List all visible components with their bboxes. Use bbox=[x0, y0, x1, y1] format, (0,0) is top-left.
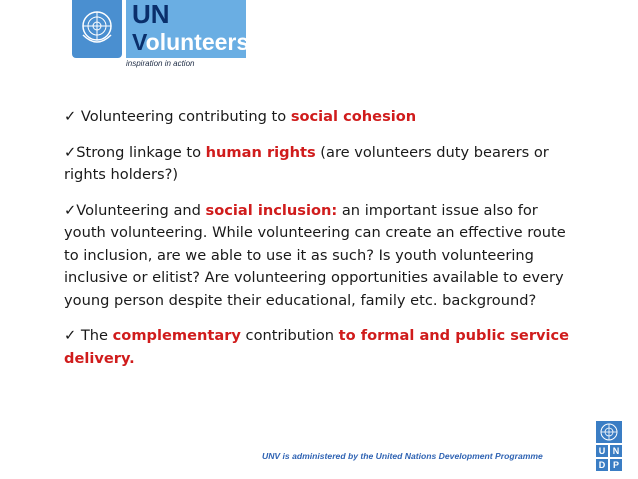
un-emblem-icon bbox=[72, 0, 122, 58]
logo-volunteers-rest: olunteers bbox=[145, 29, 250, 55]
undp-letter: N bbox=[610, 445, 622, 457]
highlight-text: social inclusion: bbox=[205, 201, 338, 219]
slide-content bbox=[64, 106, 584, 370]
undp-letter: P bbox=[610, 459, 622, 471]
bullet-text: (are volunteers duty bearers or rights holders?) bbox=[64, 143, 549, 183]
bullet-human-rights bbox=[64, 142, 584, 187]
logo-volunteers-text bbox=[132, 28, 249, 56]
logo-tagline: inspiration in action bbox=[126, 59, 195, 68]
footer-text: UNV is administered by the United Nations Development Programme bbox=[262, 451, 543, 461]
bullet-social-cohesion bbox=[64, 106, 584, 129]
bullet-text: Volunteering and bbox=[76, 201, 206, 219]
undp-letter: U bbox=[596, 445, 608, 457]
logo-v-letter: V bbox=[132, 29, 146, 55]
unv-logo bbox=[66, 0, 250, 72]
highlight-text: to formal and public service delivery. bbox=[64, 327, 570, 367]
bullet-social-inclusion bbox=[64, 200, 584, 313]
undp-letters bbox=[596, 445, 622, 471]
undp-logo bbox=[596, 421, 622, 469]
checkmark-icon: ✓ bbox=[64, 108, 77, 125]
checkmark-icon: ✓ bbox=[64, 327, 77, 344]
undp-letter: D bbox=[596, 459, 608, 471]
bullet-text: Volunteering contributing to bbox=[76, 108, 291, 125]
bullet-text: contribution bbox=[240, 327, 339, 344]
bullet-text: The bbox=[76, 327, 113, 344]
highlight-text: human rights bbox=[205, 143, 316, 161]
bullet-text: Strong linkage to bbox=[76, 143, 206, 161]
highlight-text: complementary bbox=[112, 327, 241, 344]
checkmark-icon: ✓ bbox=[64, 201, 77, 219]
logo-un-text: UN bbox=[132, 0, 170, 29]
un-emblem-icon bbox=[596, 421, 622, 443]
bullet-text: an important issue also for youth volunteering. While volunteering can create an effective route to inclusion, are we able to use it as such? Is youth volunteering inclusive or elitist? Are volunteering opportunities available to every young person despite their educational, family etc. background? bbox=[64, 201, 566, 309]
highlight-text: social cohesion bbox=[290, 108, 417, 125]
checkmark-icon: ✓ bbox=[64, 143, 77, 161]
bullet-complementary bbox=[64, 325, 584, 370]
